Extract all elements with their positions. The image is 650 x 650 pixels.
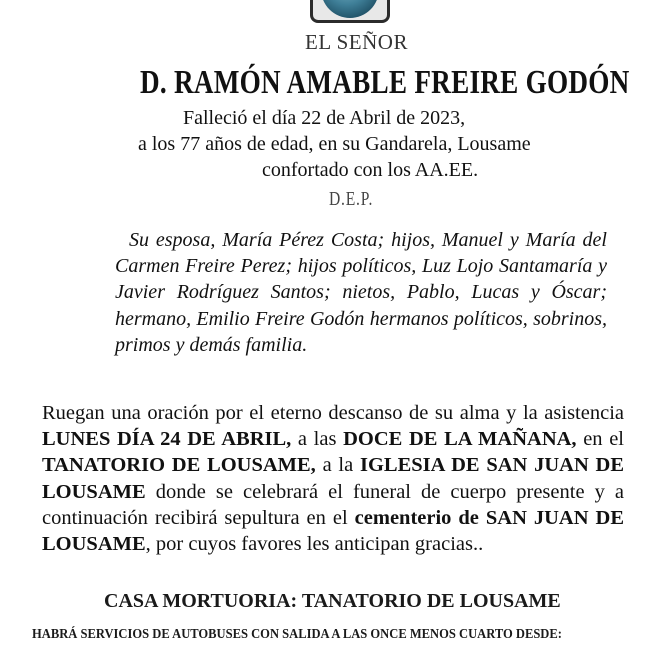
family-text: Su esposa, María Pérez Costa; hijos, Manuel y María del Carmen Freire Perez; hijos políticos, Luz Lojo Santamaría y Javier Rodríguez Santos; nietos, Pablo, Lucas y Óscar; hermano, Emilio Freire Godón hermanos políticos, sobrinos, primos y demás familia. <box>115 229 607 356</box>
prayer-text: Ruegan una oración por el eterno descanso de su alma y la asistencia <box>42 402 624 424</box>
cemetery-name: cementerio de SAN JUAN DE LOUSAME <box>42 506 624 556</box>
funeral-home: TANATORIO DE LOUSAME, <box>42 454 316 477</box>
service-day: LUNES DÍA 24 DE ABRIL, <box>42 428 292 451</box>
casa-mortuoria: CASA MORTUORIA: TANATORIO DE LOUSAME <box>104 590 561 612</box>
prayer-text: a las <box>291 428 344 451</box>
church-name: IGLESIA DE SAN JUAN DE LOUSAME <box>42 454 624 503</box>
prayer-text: a la <box>315 454 360 477</box>
deceased-photo <box>310 0 390 23</box>
bus-service-notice: HABRÁ SERVICIOS DE AUTOBUSES CON SALIDA A LAS ONCE MENOS CUARTO DESDE: <box>32 626 562 641</box>
prayer-paragraph <box>42 400 624 557</box>
prayer-text: en el <box>576 428 624 451</box>
family-paragraph <box>115 227 607 358</box>
age-place-line: a los 77 años de edad, en su Gandarela, Lousame <box>138 133 531 155</box>
deceased-name: D. RAMÓN AMABLE FREIRE GODÓN <box>140 64 630 101</box>
prayer-text: donde se celebrará el funeral de cuerpo presente y a continuación recibirá sepultura en el <box>42 480 624 529</box>
sacraments-line: confortado con los AA.EE. <box>262 159 479 181</box>
service-time: DOCE DE LA MAÑANA, <box>343 428 577 451</box>
dep-abbreviation: D.E.P. <box>329 188 374 210</box>
prayer-text: , por cuyos favores les anticipan gracias.. <box>145 533 484 556</box>
death-date-line: Falleció el día 22 de Abril de 2023, <box>183 107 466 129</box>
photo-image <box>321 0 379 18</box>
title-el-senor: EL SEÑOR <box>305 30 408 54</box>
